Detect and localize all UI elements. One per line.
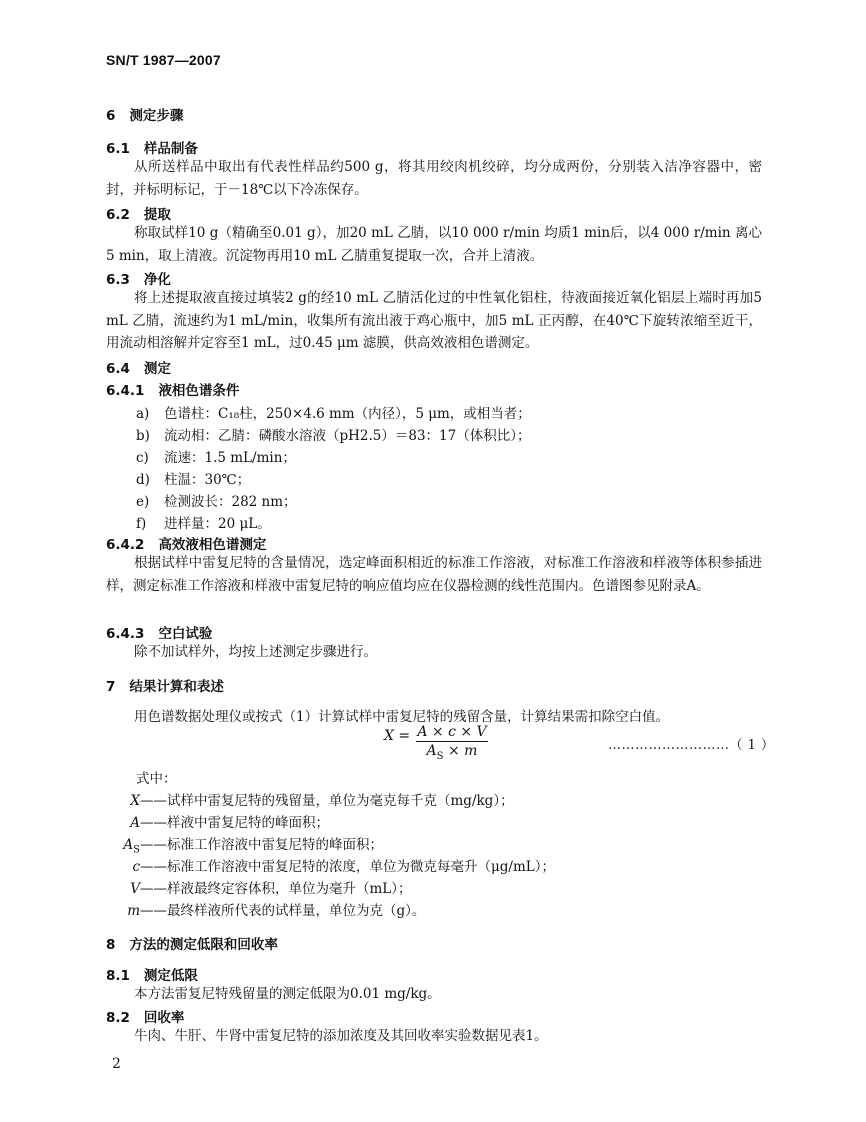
variable-definition bbox=[106, 789, 514, 809]
formula-denominator: $A_S \times m$ bbox=[426, 743, 478, 762]
section-6-1-heading bbox=[106, 137, 198, 157]
paragraph-text: 本方法雷复尼特残留量的测定低限为0.01 mg/kg。 bbox=[134, 986, 441, 1002]
section-number: 8 bbox=[106, 937, 116, 953]
formula-leader bbox=[608, 734, 775, 753]
section-number: 6.4.3 bbox=[106, 626, 145, 642]
section-title: 测定步骤 bbox=[129, 108, 184, 124]
section-6-heading bbox=[106, 104, 183, 124]
section-6-4-heading bbox=[106, 357, 171, 377]
list-item-label: e) bbox=[136, 494, 150, 510]
formula-lhs: X = bbox=[384, 728, 411, 744]
equation-number: （ 1 ） bbox=[729, 738, 775, 753]
section-6-2-paragraph bbox=[106, 222, 762, 267]
section-6-4-2-heading bbox=[106, 533, 266, 553]
section-number: 6.4.1 bbox=[106, 383, 145, 399]
section-title: 测定低限 bbox=[143, 968, 198, 984]
page-number: 2 bbox=[112, 1056, 121, 1072]
variable-symbol: X bbox=[130, 793, 140, 809]
list-item-text: 柱温：30℃； bbox=[164, 472, 251, 488]
list-item-text: 色谱柱：C₁₈柱，250×4.6 mm（内径），5 μm，或相当者； bbox=[164, 406, 531, 422]
section-number: 6.2 bbox=[106, 207, 130, 223]
section-title: 方法的测定低限和回收率 bbox=[129, 937, 278, 953]
section-6-4-3-paragraph bbox=[106, 641, 762, 664]
section-number: 6 bbox=[106, 108, 116, 124]
section-title: 空白试验 bbox=[158, 626, 213, 642]
section-6-3-heading bbox=[106, 268, 171, 288]
section-8-1-heading bbox=[106, 964, 198, 984]
variable-description: ——最终样液所代表的试样量，单位为克（g）。 bbox=[140, 903, 426, 919]
section-number: 7 bbox=[106, 679, 116, 695]
section-6-4-1-heading bbox=[106, 379, 239, 399]
section-8-heading bbox=[106, 933, 278, 953]
section-title: 高效液相色谱测定 bbox=[158, 537, 267, 553]
list-item-text: 流速：1.5 mL/min； bbox=[164, 450, 296, 466]
paragraph-text: 将上述提取液直接过填装2 g的经10 mL 乙腈活化过的中性氧化铝柱，待液面接近氧化铝层上端时再加5 mL 乙腈，流速约为1 mL/min，收集所有流出液于鸡心瓶中，加5 mL 正丙醇，在40℃下旋转浓缩至近干，用流动相溶解并定容至1 mL，过0.45 μm 滤膜，供高效液相色谱测定。 bbox=[106, 290, 762, 351]
list-item-text: 检测波长：282 nm； bbox=[164, 494, 297, 510]
section-title: 回收率 bbox=[143, 1010, 185, 1026]
section-8-1-paragraph bbox=[106, 983, 762, 1006]
list-item bbox=[136, 402, 531, 422]
list-item bbox=[136, 446, 296, 466]
section-number: 6.1 bbox=[106, 141, 130, 157]
where-label: 式中： bbox=[136, 771, 177, 787]
section-title: 提取 bbox=[143, 207, 171, 223]
formula-numerator: A × c × V bbox=[417, 724, 487, 740]
list-item-label: b) bbox=[136, 428, 150, 444]
variable-description: ——标准工作溶液中雷复尼特的峰面积； bbox=[140, 837, 383, 853]
section-title: 样品制备 bbox=[143, 141, 198, 157]
list-item-label: a) bbox=[136, 406, 150, 422]
list-item-text: 进样量：20 μL。 bbox=[164, 516, 271, 532]
variable-description: ——样液中雷复尼特的峰面积； bbox=[140, 815, 329, 831]
variable-symbol: m bbox=[127, 903, 140, 919]
variable-symbol: c bbox=[132, 859, 140, 875]
paragraph-text: 从所送样品中取出有代表性样品约500 g，将其用绞肉机绞碎，均分成两份，分别装入洁净容器中，密封，并标明标记，于－18℃以下冷冻保存。 bbox=[106, 159, 762, 198]
section-6-3-paragraph bbox=[106, 287, 762, 355]
section-title: 液相色谱条件 bbox=[158, 383, 240, 399]
section-number: 6.4 bbox=[106, 361, 130, 377]
variable-definition bbox=[106, 811, 329, 831]
section-6-1-paragraph bbox=[106, 156, 762, 201]
section-6-2-heading bbox=[106, 203, 171, 223]
variable-definition bbox=[106, 833, 383, 856]
paragraph-text: 根据试样中雷复尼特的含量情况，选定峰面积相近的标准工作溶液，对标准工作溶液和样液等体积参插进样，测定标准工作溶液和样液中雷复尼特的响应值均应在仪器检测的线性范围内。色谱图参见附录A。 bbox=[106, 555, 762, 594]
list-item-label: c) bbox=[136, 450, 149, 466]
list-item bbox=[136, 490, 297, 510]
list-item-text: 流动相：乙腈：磷酸水溶液（pH2.5）＝83：17（体积比）； bbox=[164, 428, 531, 444]
section-title: 结果计算和表述 bbox=[129, 679, 224, 695]
variable-description: ——试样中雷复尼特的残留量，单位为毫克每千克（mg/kg）； bbox=[140, 793, 514, 809]
variable-description: ——样液最终定容体积，单位为毫升（mL）； bbox=[140, 881, 412, 897]
paragraph-text: 除不加试样外，均按上述测定步骤进行。 bbox=[134, 644, 377, 660]
standard-number: SN/T 1987—2007 bbox=[106, 52, 221, 68]
variable-symbol: $A_S$ bbox=[123, 837, 140, 856]
section-8-2-paragraph bbox=[106, 1025, 762, 1048]
variable-symbol: A bbox=[130, 815, 140, 831]
list-item-label: f) bbox=[136, 516, 147, 532]
formula-dots: ……………………… bbox=[608, 738, 730, 753]
paragraph-text: 用色谱数据处理仪或按式（1）计算试样中雷复尼特的残留含量，计算结果需扣除空白值。 bbox=[134, 709, 670, 725]
variable-definition bbox=[106, 855, 555, 875]
section-7-heading bbox=[106, 675, 224, 695]
variable-definition bbox=[106, 877, 412, 897]
section-8-2-heading bbox=[106, 1006, 184, 1026]
section-number: 6.3 bbox=[106, 272, 130, 288]
section-6-4-3-heading bbox=[106, 622, 212, 642]
paragraph-text: 牛肉、牛肝、牛肾中雷复尼特的添加浓度及其回收率实验数据见表1。 bbox=[134, 1028, 548, 1044]
section-number: 8.2 bbox=[106, 1010, 130, 1026]
section-6-4-2-paragraph bbox=[106, 552, 762, 597]
variable-definition bbox=[106, 899, 425, 919]
list-item-label: d) bbox=[136, 472, 150, 488]
section-number: 8.1 bbox=[106, 968, 130, 984]
list-item bbox=[136, 468, 250, 488]
section-title: 测定 bbox=[143, 361, 171, 377]
section-title: 净化 bbox=[143, 272, 171, 288]
list-item bbox=[136, 512, 271, 532]
list-item bbox=[136, 424, 531, 444]
paragraph-text: 称取试样10 g（精确至0.01 g），加20 mL 乙腈，以10 000 r/min 均质1 min后，以4 000 r/min 离心5 min，取上清液。沉淀物再用10 mL 乙腈重复提取一次，合并上清液。 bbox=[106, 225, 762, 264]
formula-fraction bbox=[416, 724, 488, 762]
section-number: 6.4.2 bbox=[106, 537, 145, 553]
variable-description: ——标准工作溶液中雷复尼特的浓度，单位为微克每毫升（μg/mL）； bbox=[140, 859, 555, 875]
variable-symbol: V bbox=[130, 881, 140, 897]
